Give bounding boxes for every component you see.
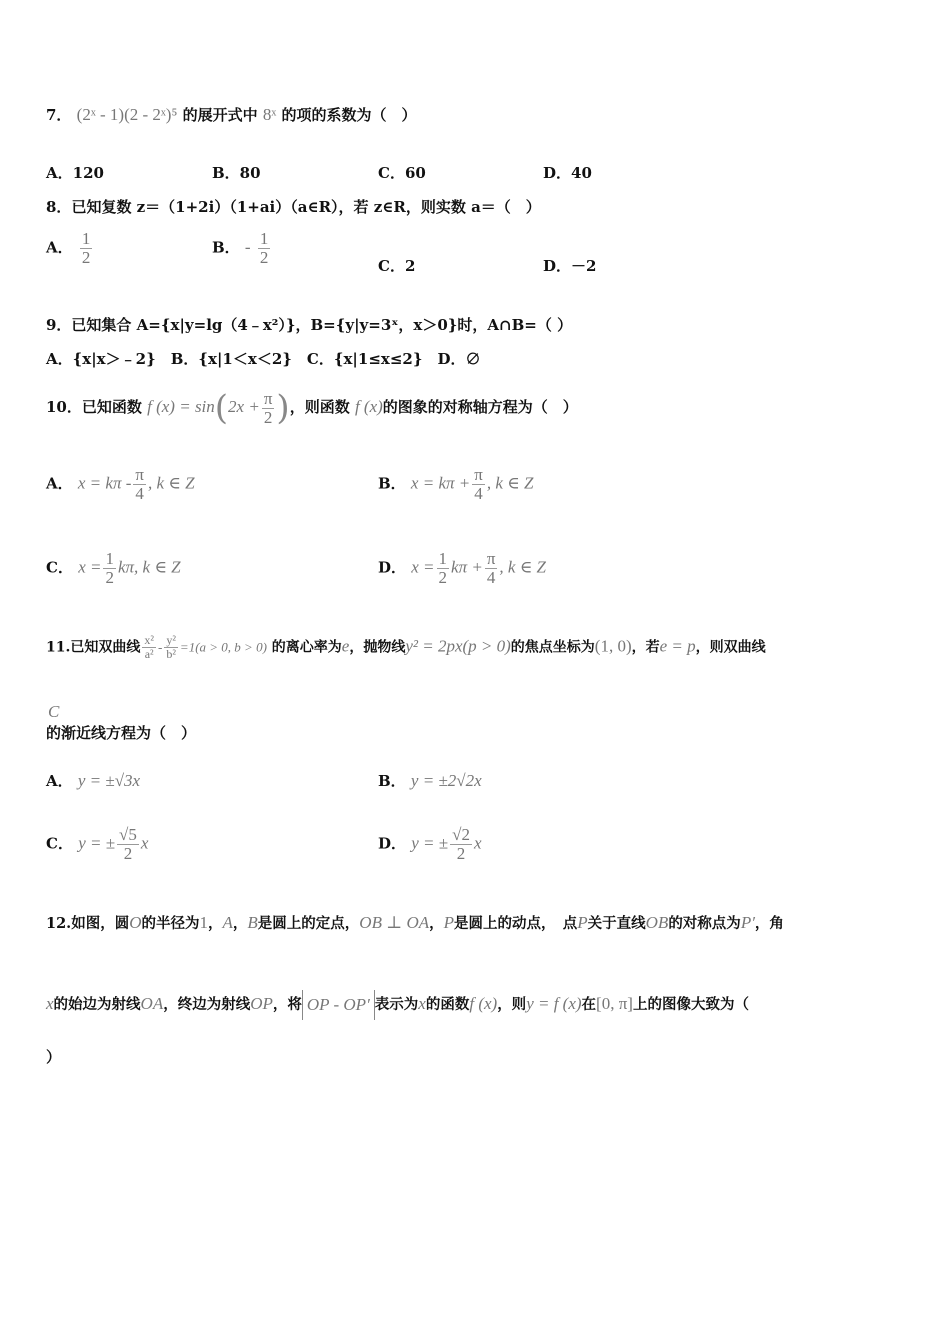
q10-d-expr1: x =: [411, 557, 435, 577]
q11-option-d-label: D．: [378, 834, 407, 853]
q12-x: x: [46, 994, 54, 1013]
q10-b-expr2: , k ∈ Z: [486, 473, 534, 493]
q11-option-b-expr: y = ±2√2x: [410, 771, 482, 790]
q12-t4: ，: [232, 915, 248, 932]
q8-a-den: 2: [81, 248, 91, 267]
q11-text-c: ，抛物线: [349, 639, 406, 656]
q10-a-expr2: , k ∈ Z: [147, 473, 195, 493]
q11-option-c[interactable]: [46, 826, 148, 863]
q10-d-frac-num: 1: [438, 549, 448, 568]
q11-hyp-num1: x²: [144, 633, 154, 647]
q8-option-b-fraction: [258, 230, 271, 267]
q8-b-den: 2: [259, 248, 269, 267]
q11-c-den: 2: [123, 844, 133, 863]
q12-t5: 是圆上的定点，: [257, 915, 360, 932]
question-12-line2: [46, 990, 749, 1020]
q10-text-a: 已知函数: [81, 398, 142, 416]
question-11-line2: [46, 702, 197, 743]
q8-option-b[interactable]: [212, 230, 272, 267]
q7-option-a[interactable]: A．120: [46, 164, 104, 182]
q12-t6: ，: [429, 915, 444, 932]
q11-c-frac: [117, 826, 139, 863]
q11-d-pre: y = ±: [411, 833, 449, 853]
q12-t7: 是圆上的动点， 点: [454, 915, 578, 932]
q12-t12: ，终边为射线: [163, 996, 251, 1013]
q11-option-d[interactable]: [378, 826, 482, 863]
q7-option-b[interactable]: B．80: [212, 164, 261, 182]
q10-number: 10．: [46, 398, 82, 416]
q11-e: e: [341, 636, 350, 656]
q11-text-a: 已知双曲线: [70, 639, 141, 656]
q10-d-expr2: kπ +: [451, 557, 483, 577]
q12-perp: OB ⊥ OA: [359, 913, 430, 932]
q12-t14: 表示为: [374, 996, 419, 1013]
q10-option-d[interactable]: [378, 550, 546, 587]
q10-two: 2: [263, 407, 273, 427]
q7-text-a: 的展开式中: [182, 106, 258, 124]
q11-option-c-label: C．: [46, 834, 73, 853]
q8-number: 8．: [46, 198, 72, 216]
q8-option-a-fraction: [80, 230, 93, 267]
q11-hyp-minus: -: [157, 639, 163, 655]
question-9: 9．已知集合 A={x|y=lg（4﹣x²）}，B={y|y=3ˣ，x＞0}时，A∩B=（ ）: [46, 316, 573, 334]
q10-c-frac: [103, 550, 116, 587]
q12-t8: 关于直线: [587, 915, 646, 932]
q11-hyp-den1: a²: [144, 647, 154, 661]
q12-OB: OB: [645, 913, 669, 932]
q12-P2: P: [577, 913, 588, 932]
q8-text: 已知复数 z＝（1+2i）（1+ai）（a∈R），若 z∈R，则实数 a＝（ ）: [71, 198, 541, 216]
q8-option-b-sign: -: [244, 237, 251, 257]
q8-a-num: 1: [81, 229, 91, 248]
q10-arg: 2x +: [228, 397, 260, 416]
q11-d-post: x: [473, 833, 482, 853]
q12-interval: [0, π]: [596, 994, 633, 1013]
q10-option-b[interactable]: [378, 466, 533, 503]
q10-option-c[interactable]: [46, 550, 181, 587]
q11-option-a-label: A．: [46, 772, 73, 790]
q10-function: f (x) = sin: [147, 397, 215, 416]
q11-c-post: x: [140, 833, 149, 853]
q10-option-a[interactable]: [46, 466, 195, 503]
q11-option-b[interactable]: [378, 770, 482, 791]
q10-a-frac-den: 4: [135, 484, 144, 503]
q10-text-c: 的图象的对称轴方程为（ ）: [382, 398, 578, 416]
q8-option-d[interactable]: D．－2: [543, 257, 597, 275]
q11-focus: (1, 0): [594, 636, 632, 656]
q10-a-frac: [133, 466, 146, 503]
q7-text-b: 的项的系数为（ ）: [281, 106, 417, 124]
q10-b-expr1: x = kπ +: [410, 473, 471, 493]
q10-a-frac-num: π: [135, 465, 144, 484]
q12-t11: 的始边为射线: [53, 996, 141, 1013]
q10-b-frac-num: π: [474, 465, 483, 484]
q10-c-frac-num: 1: [105, 549, 114, 568]
q12-t1: 如图，圆: [71, 915, 130, 932]
q12-B: B: [247, 913, 258, 932]
q12-t15: 的函数: [425, 996, 470, 1013]
q8-option-a[interactable]: [46, 230, 94, 267]
q11-number: 11.: [46, 639, 71, 656]
q10-text-b: ，则函数: [289, 398, 350, 416]
q12-fx: f (x): [469, 994, 498, 1013]
q10-fx: f (x): [354, 397, 383, 416]
q12-x2: x: [418, 994, 426, 1013]
q11-text-d: 的焦点坐标为: [510, 639, 595, 656]
q10-option-a-label: A．: [46, 474, 73, 493]
q10-pi-half: [262, 390, 275, 427]
q7-number: 7．: [46, 106, 72, 124]
q11-text-e: ，若: [631, 639, 660, 656]
q12-abs-value: OP - OP′: [302, 990, 375, 1020]
q12-t3: ，: [208, 915, 223, 932]
q10-b-frac-den: 4: [474, 484, 483, 503]
q12-t16: ，则: [497, 996, 527, 1013]
q12-yfx: y = f (x): [526, 994, 582, 1013]
q7-expression: (2ˣ - 1)(2 - 2ˣ)⁵: [76, 105, 178, 124]
q10-option-b-label: B．: [378, 474, 406, 493]
q11-hyp-den2: b²: [166, 647, 176, 661]
q11-text-f: ，则双曲线: [695, 639, 766, 656]
q12-t17: 在: [581, 996, 597, 1013]
q11-text-g: 的渐近线方程为（ ）: [46, 724, 197, 742]
q10-left-paren: (: [214, 388, 229, 428]
q10-d-frac-den: 2: [438, 568, 448, 587]
q11-text-b: 的离心率为: [271, 639, 342, 656]
q12-t10: ，角: [754, 915, 784, 932]
q11-d-frac: [450, 826, 472, 863]
q12-P: P: [443, 913, 454, 932]
q10-option-d-label: D．: [378, 558, 407, 577]
q7-option-c[interactable]: C．60: [378, 164, 426, 182]
q12-one: 1: [199, 913, 209, 932]
q10-option-c-label: C．: [46, 558, 73, 577]
q10-d-expr3: , k ∈ Z: [499, 557, 547, 577]
q10-a-expr1: x = kπ -: [77, 473, 132, 493]
q11-option-b-label: B．: [378, 772, 406, 790]
q11-hyp-rest: =1(a > 0, b > 0): [179, 639, 267, 655]
q12-t13: ，将: [272, 996, 302, 1013]
q11-parabola: y² = 2px(p > 0): [405, 636, 511, 656]
question-12: [46, 912, 784, 933]
q11-hyp-num2: y²: [166, 633, 176, 647]
q11-hyp-frac2: [164, 634, 178, 661]
q12-OP: OP: [250, 994, 273, 1013]
q10-b-frac: [472, 466, 485, 503]
q11-c-num: √5: [119, 825, 137, 844]
q12-Pprime: P′: [740, 913, 755, 932]
q12-A: A: [222, 913, 233, 932]
q10-d-frac2-den: 4: [486, 568, 496, 587]
q12-O: O: [129, 913, 142, 932]
q10-d-frac: [437, 550, 450, 587]
q11-d-num: √2: [452, 825, 470, 844]
q11-C: C: [48, 702, 60, 721]
q10-c-frac-den: 2: [105, 568, 114, 587]
q11-c-pre: y = ±: [78, 833, 116, 853]
q11-hyp-frac1: [142, 634, 156, 661]
question-7: [46, 104, 417, 125]
q9-options[interactable]: A．{x|x＞﹣2} B．{x|1＜x＜2} C．{x|1≤x≤2} D．∅: [46, 350, 481, 368]
q8-option-b-label: B．: [212, 238, 240, 257]
question-8: [46, 196, 541, 217]
question-10: [46, 388, 578, 428]
q11-condition: e = p: [659, 636, 696, 656]
q12-OA: OA: [140, 994, 164, 1013]
q7-term: 8ˣ: [262, 105, 277, 124]
q8-b-num: 1: [259, 229, 269, 248]
q12-t2: 的半径为: [141, 915, 200, 932]
q12-number: 12.: [46, 915, 72, 932]
q12-t18: 上的图像大致为（: [632, 996, 749, 1013]
q11-d-den: 2: [456, 844, 466, 863]
q8-option-a-label: A．: [46, 238, 73, 257]
question-12-line3: ）: [46, 1048, 62, 1066]
q10-c-expr1: x =: [78, 557, 102, 577]
q10-d-frac2: [485, 550, 498, 587]
q11-option-a-expr: y = ±√3x: [77, 771, 141, 790]
q10-d-frac2-num: π: [486, 549, 496, 568]
q8-option-c[interactable]: C．2: [378, 257, 416, 275]
q7-option-d[interactable]: D．40: [543, 164, 592, 182]
q10-c-expr2: kπ, k ∈ Z: [117, 557, 181, 577]
q10-pi: π: [263, 388, 273, 408]
q12-t9: 的对称点为: [668, 915, 741, 932]
question-11: [46, 634, 766, 661]
q10-right-paren: ): [276, 388, 290, 428]
q11-option-a[interactable]: [46, 770, 140, 791]
